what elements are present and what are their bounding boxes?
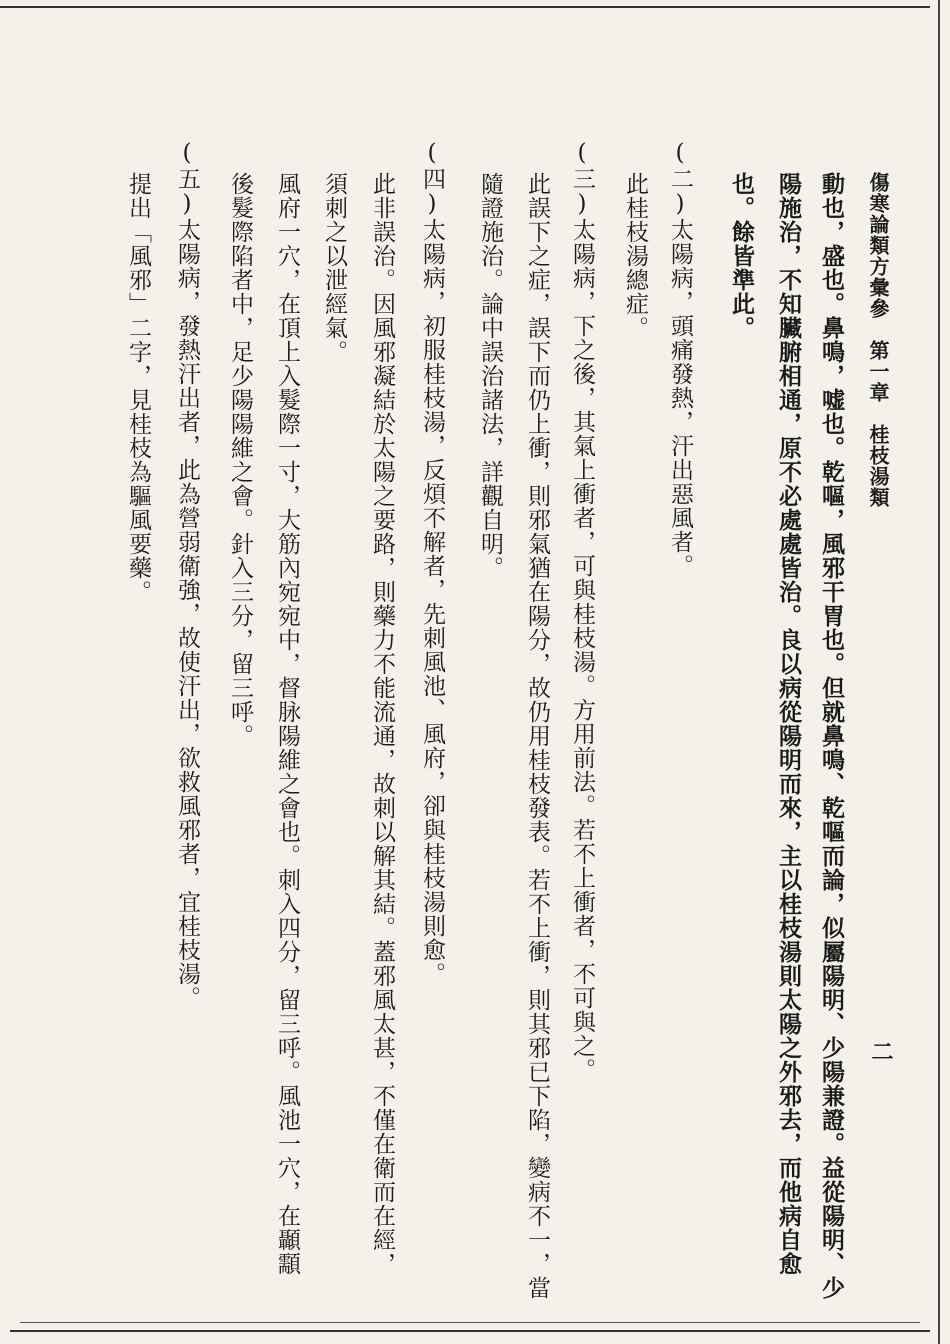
text-column-9: (四)太陽病，初服桂枝湯，反煩不解者，先刺風池、風府，卻與桂枝湯則愈。 (419, 140, 445, 986)
text-column-5: 此桂枝湯總症。 (622, 172, 648, 340)
chapter-title: 第一章 桂枝湯類 (866, 340, 890, 508)
top-border (0, 6, 930, 8)
text-column-13: 後髮際陷者中，足少陽陽維之會。針入三分，留三呼。 (227, 172, 253, 748)
text-column-11: 須刺之以泄經氣。 (321, 172, 347, 364)
bottom-border-outer (10, 1330, 930, 1332)
book-title: 傷寒論類方彙參 (866, 172, 890, 319)
page-number: 二 (868, 1040, 894, 1063)
text-column-1: 動也，盛也。鼻鳴，嘘也。乾嘔，風邪干胃也。但就鼻鳴、乾嘔而論，似屬陽明、少陽兼證。益從陽明、少 (818, 172, 845, 1300)
text-column-6: (三)太陽病，下之後，其氣上衝者，可與桂枝湯。方用前法。若不上衝者，不可與之。 (569, 140, 595, 1082)
running-head (868, 172, 888, 508)
right-border (938, 0, 940, 1344)
text-column-8: 隨證施治。論中誤治諸法，詳觀自明。 (477, 172, 503, 580)
text-column-15: 提出「風邪」二字，見桂枝為驅風要藥。 (125, 172, 151, 604)
bottom-border (20, 1322, 920, 1323)
text-column-2: 陽施治，不知臟腑相通，原不必處處皆治。良以病從陽明而來，主以桂枝湯則太陽之外邪去，而他病自愈 (775, 172, 802, 1276)
text-column-12: 風府一穴，在頂上入髮際一寸，大筋內宛宛中，督脉陽維之會也。刺入四分，留三呼。風池一穴，在顳顬 (274, 172, 300, 1276)
text-column-14: (五)太陽病，發熱汗出者，此為營弱衛強，故使汗出，欲救風邪者，宜桂枝湯。 (174, 140, 200, 1010)
text-column-7: 此誤下之症，誤下而仍上衝，則邪氣猶在陽分，故仍用桂枝發表。若不上衝，則其邪已下陷，變病不一，當 (524, 172, 550, 1300)
text-column-10: 此非誤治。因風邪凝結於太陽之要路，則藥力不能流通，故刺以解其結。蓋邪風太甚，不僅在衛而在經， (369, 172, 395, 1276)
text-column-4: (二)太陽病，頭痛發熱，汗出惡風者。 (667, 140, 693, 578)
text-column-3: 也。餘皆準此。 (728, 172, 755, 340)
